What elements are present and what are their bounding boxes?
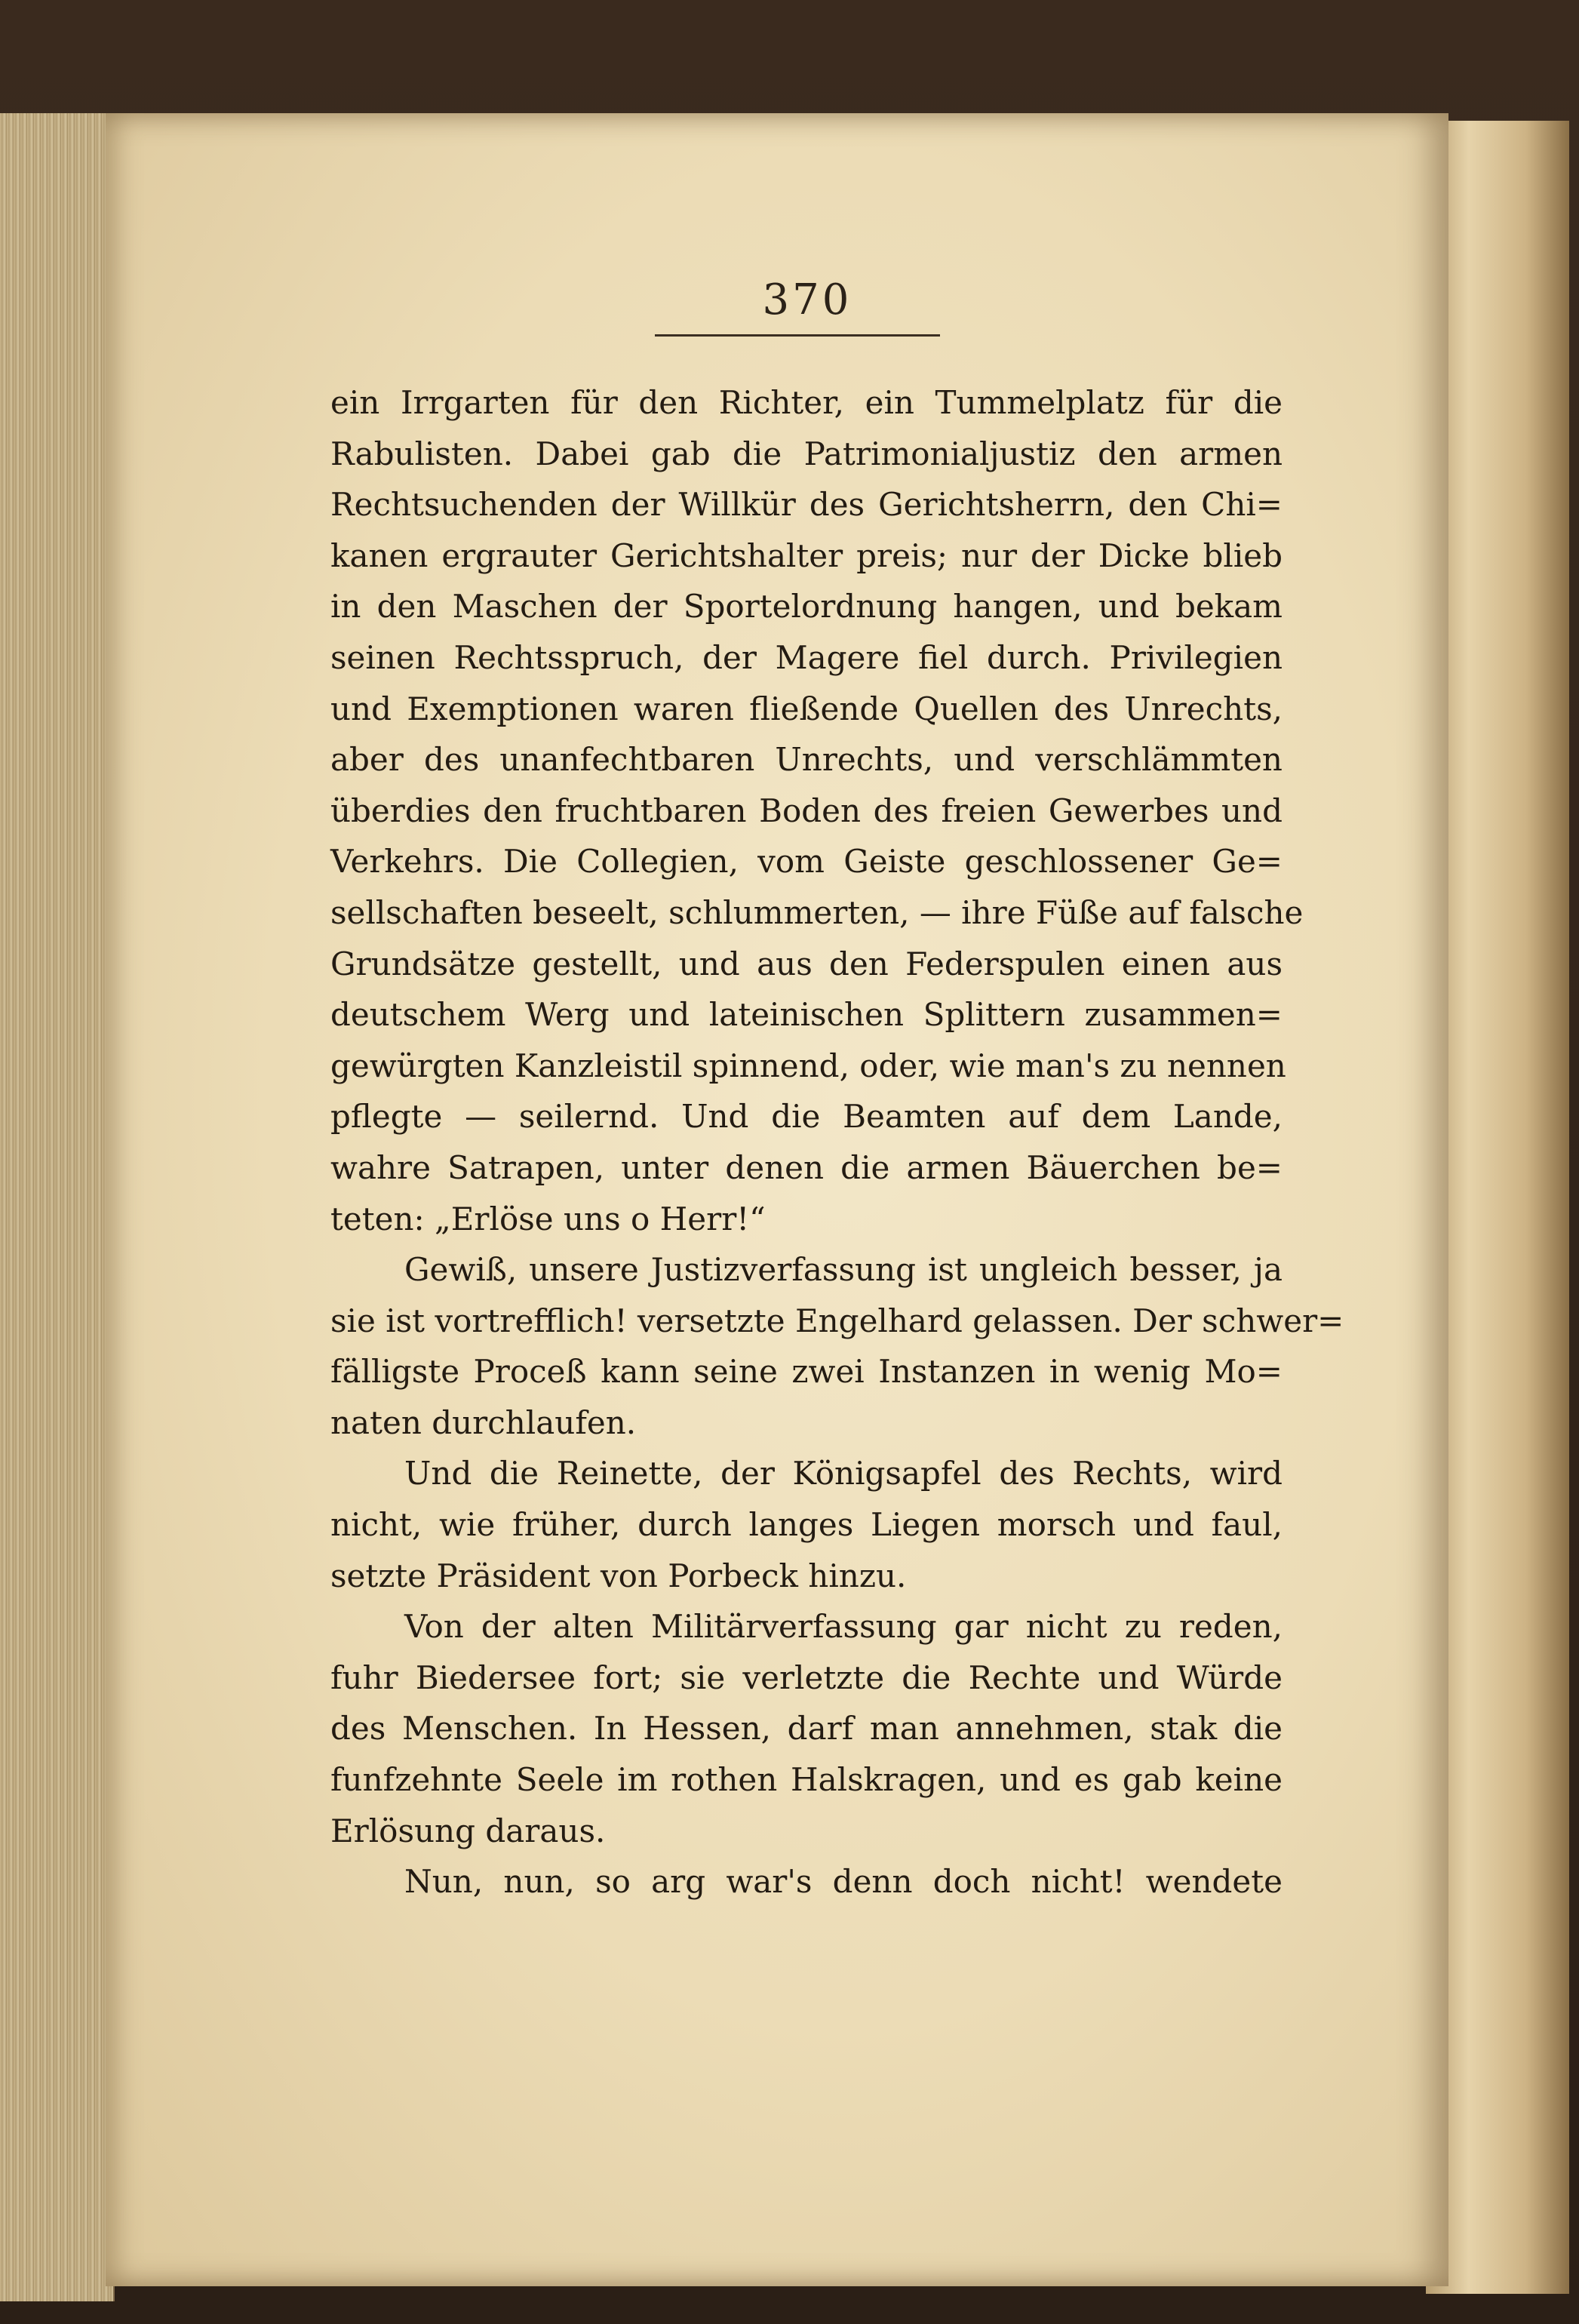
text-line: nicht, wie früher, durch langes Liegen morsch und faul, xyxy=(330,1506,1283,1544)
text-line: kanen ergrauter Gerichtshalter preis; nur der Dicke blieb xyxy=(330,536,1283,574)
text-line: Von der alten Militärverfassung gar nicht zu reden, xyxy=(404,1608,1283,1646)
text-line: sie ist vortrefflich! versetzte Engelhard gelassen. Der schwer= xyxy=(330,1302,1344,1339)
page-number: 370 xyxy=(762,275,852,324)
text-line: Rabulisten. Dabei gab die Patrimonialjustiz den armen xyxy=(330,435,1283,472)
text-line: ein Irrgarten für den Richter, ein Tummelplatz für die xyxy=(330,384,1283,421)
text-line: fuhr Biedersee fort; sie verletzte die Rechte und Würde xyxy=(330,1658,1283,1696)
page-stack-edge xyxy=(0,113,115,2301)
text-line: Grundsätze gestellt, und aus den Federspulen einen aus xyxy=(330,945,1283,982)
text-line: deutschem Werg und lateinischen Splittern zusammen= xyxy=(330,996,1283,1034)
text-line: aber des unanfechtbaren Unrechts, und verschlämmten xyxy=(330,741,1283,779)
text-line: fälligste Proceß kann seine zwei Instanzen in wenig Mo= xyxy=(330,1353,1283,1391)
text-line: und Exemptionen waren fließende Quellen des Unrechts, xyxy=(330,690,1283,727)
text-line: in den Maschen der Sportelordnung hangen, und bekam xyxy=(330,588,1283,626)
text-line: Und die Reinette, der Königsapfel des Rechts, wird xyxy=(404,1455,1283,1492)
text-line: sellschaften beseelt, schlummerten, — ihre Füße auf falsche xyxy=(330,893,1304,931)
text-line: seinen Rechtsspruch, der Magere fiel durch. Privilegien xyxy=(330,638,1283,676)
body-text xyxy=(330,377,1344,1907)
text-line: setzte Präsident von Porbeck hinzu. xyxy=(330,1557,907,1594)
text-line: Verkehrs. Die Collegien, vom Geiste geschlossener Ge= xyxy=(330,843,1283,881)
text-line: wahre Satrapen, unter denen die armen Bäuerchen be= xyxy=(330,1148,1283,1186)
text-line: Nun, nun, so arg war's denn doch nicht! wendete xyxy=(404,1863,1283,1901)
text-line: Gewiß, unsere Justizverfassung ist ungleich besser, ja xyxy=(404,1251,1283,1289)
text-line: naten durchlaufen. xyxy=(330,1403,637,1441)
text-line: Erlösung daraus. xyxy=(330,1812,606,1849)
header-rule xyxy=(655,334,940,337)
text-line: des Menschen. In Hessen, darf man annehmen, stak die xyxy=(330,1710,1283,1748)
text-line: teten: „Erlöse uns o Herr!“ xyxy=(330,1200,766,1237)
text-line: pflegte — seilernd. Und die Beamten auf dem Lande, xyxy=(330,1098,1283,1136)
text-line: überdies den fruchtbaren Boden des freien Gewerbes und xyxy=(330,792,1283,829)
text-line: gewürgten Kanzleistil spinnend, oder, wie man's zu nennen xyxy=(330,1047,1286,1084)
text-line: Rechtsuchenden der Willkür des Gerichtsherrn, den Chi= xyxy=(330,486,1283,524)
text-line: funfzehnte Seele im rothen Halskragen, und es gab keine xyxy=(330,1761,1283,1799)
